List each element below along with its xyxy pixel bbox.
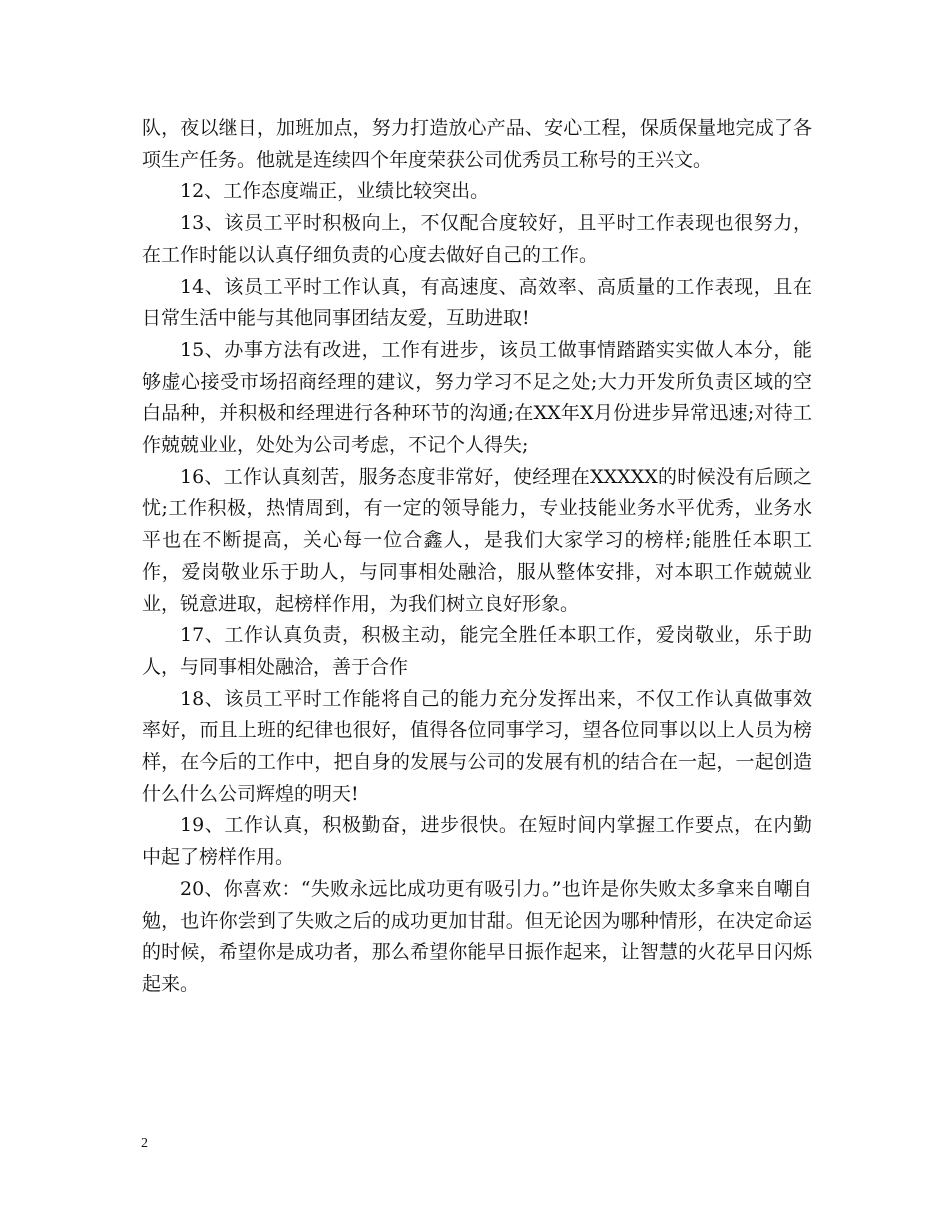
document-body xyxy=(142,113,812,1001)
paragraph-continuation: 队，夜以继日，加班加点，努力打造放心产品、安心工程，保质保量地完成了各项生产任务。他就是连续四个年度荣获公司优秀员工称号的王兴文。 xyxy=(142,117,812,171)
paragraph-item-20: 20、你喜欢：“失败永远比成功更有吸引力。”也许是你失败太多拿来自嘲自勉，也许你尝到了失败之后的成功更加甘甜。但无论因为哪种情形，在决定命运的时候，希望你是成功者，那么希望你能早日振作起来，让智慧的火花早日闪烁起来。 xyxy=(142,877,812,995)
paragraph-item-14: 14、该员工平时工作认真，有高速度、高效率、高质量的工作表现，且在日常生活中能与其他同事团结友爱，互助进取! xyxy=(142,275,812,330)
paragraph-item-15: 15、办事方法有改进，工作有进步，该员工做事情踏踏实实做人本分，能够虚心接受市场招商经理的建议，努力学习不足之处;大力开发所负责区域的空白品种，并积极和经理进行各种环节的沟通;在XX年X月份进步异常迅速;对待工作兢兢业业，处处为公司考虑，不记个人得失; xyxy=(142,338,812,457)
page-number: 2 xyxy=(141,1136,148,1151)
paragraph-item-12: 12、工作态度端正，业绩比较突出。 xyxy=(180,180,490,203)
paragraph-item-18: 18、该员工平时工作能将自己的能力充分发挥出来，不仅工作认真做事效率好，而且上班的纪律也很好，值得各位同事学习，望各位同事以以上人员为榜样，在今后的工作中，把自身的发展与公司的发展有机的结合在一起，一起创造什么什么公司辉煌的明天! xyxy=(142,687,812,805)
paragraph-item-13: 13、该员工平时积极向上，不仅配合度较好，且平时工作表现也很努力，在工作时能以认真仔细负责的心度去做好自己的工作。 xyxy=(142,212,812,266)
paragraph-item-17: 17、工作认真负责，积极主动，能完全胜任本职工作，爱岗敬业，乐于助人，与同事相处融洽，善于合作 xyxy=(142,624,812,678)
paragraph-item-19: 19、工作认真，积极勤奋，进步很快。在短时间内掌握工作要点，在内勤中起了榜样作用。 xyxy=(142,814,812,869)
paragraph-item-16: 16、工作认真刻苦，服务态度非常好，使经理在XXXXX的时候没有后顾之忧;工作积极，热情周到，有一定的领导能力，专业技能业务水平优秀，业务水平也在不断提高，关心每一位合鑫人，是我们大家学习的榜样;能胜任本职工作，爱岗敬业乐于助人，与同事相处融洽，服从整体安排，对本职工作兢兢业业，锐意进取，起榜样作用，为我们树立良好形象。 xyxy=(142,465,812,615)
